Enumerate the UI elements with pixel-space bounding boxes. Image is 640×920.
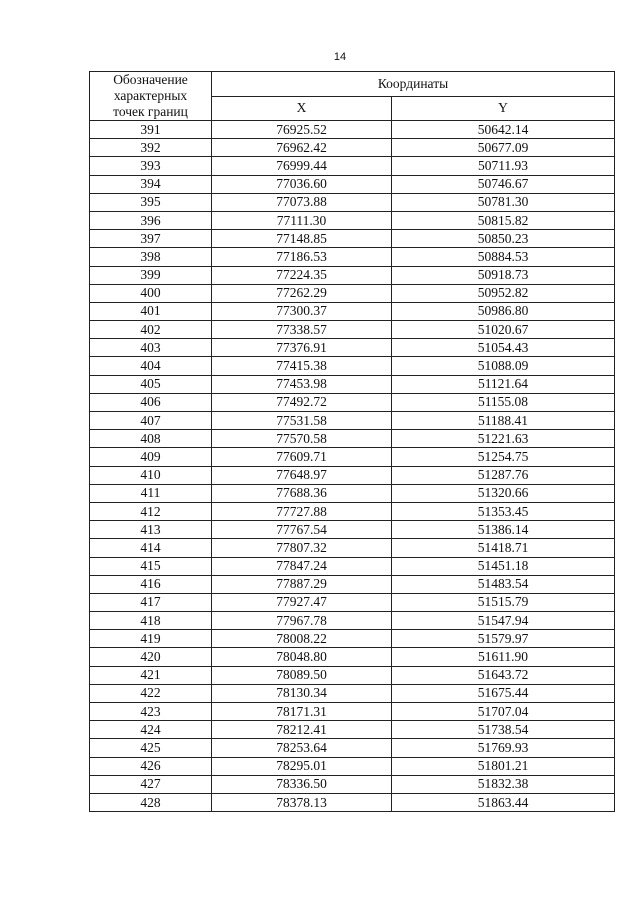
point-number-cell: 426: [90, 757, 212, 775]
x-coordinate-cell: 77453.98: [212, 375, 392, 393]
table-row: [90, 630, 615, 648]
table-row: [90, 193, 615, 211]
y-coordinate-cell: 50884.53: [392, 248, 615, 266]
point-number-cell: 394: [90, 175, 212, 193]
coordinates-header: Координаты: [212, 72, 615, 97]
y-coordinate-cell: 51483.54: [392, 575, 615, 593]
point-number-cell: 424: [90, 721, 212, 739]
point-number-cell: 422: [90, 684, 212, 702]
x-coordinate-cell: 78295.01: [212, 757, 392, 775]
y-coordinate-cell: 51353.45: [392, 502, 615, 520]
point-number-cell: 428: [90, 793, 212, 811]
point-number-cell: 423: [90, 703, 212, 721]
y-coordinate-cell: 51643.72: [392, 666, 615, 684]
x-coordinate-cell: 77847.24: [212, 557, 392, 575]
page-number: 14: [333, 51, 347, 63]
x-coordinate-cell: 77531.58: [212, 412, 392, 430]
table-row: [90, 484, 615, 502]
point-number-cell: 415: [90, 557, 212, 575]
table-row: [90, 775, 615, 793]
point-number-cell: 414: [90, 539, 212, 557]
point-designation-header: [90, 72, 212, 121]
y-coordinate-cell: 51418.71: [392, 539, 615, 557]
point-header-line-2: характерных: [113, 88, 188, 103]
point-number-cell: 403: [90, 339, 212, 357]
point-number-cell: 418: [90, 612, 212, 630]
table-row: [90, 266, 615, 284]
table-row: [90, 666, 615, 684]
point-number-cell: 407: [90, 412, 212, 430]
y-coordinate-cell: 51155.08: [392, 393, 615, 411]
x-coordinate-cell: 77688.36: [212, 484, 392, 502]
point-number-cell: 411: [90, 484, 212, 502]
x-coordinate-cell: 77186.53: [212, 248, 392, 266]
x-coordinate-cell: 78336.50: [212, 775, 392, 793]
point-number-cell: 406: [90, 393, 212, 411]
y-coordinate-cell: 50677.09: [392, 139, 615, 157]
y-coordinate-cell: 51054.43: [392, 339, 615, 357]
table-row: [90, 612, 615, 630]
table-row: [90, 302, 615, 320]
y-coordinate-cell: 51579.97: [392, 630, 615, 648]
table-row: [90, 412, 615, 430]
y-coordinate-cell: 51320.66: [392, 484, 615, 502]
table-row: [90, 521, 615, 539]
x-coordinate-cell: 78171.31: [212, 703, 392, 721]
table-row: [90, 284, 615, 302]
point-number-cell: 398: [90, 248, 212, 266]
x-coordinate-cell: 78378.13: [212, 793, 392, 811]
table-header: [90, 72, 615, 121]
x-column-header: X: [212, 96, 392, 121]
point-number-cell: 425: [90, 739, 212, 757]
table-row: [90, 121, 615, 139]
point-number-cell: 405: [90, 375, 212, 393]
y-coordinate-cell: 50815.82: [392, 211, 615, 229]
y-coordinate-cell: 51738.54: [392, 721, 615, 739]
table-row: [90, 739, 615, 757]
table-row: [90, 430, 615, 448]
y-coordinate-cell: 51515.79: [392, 593, 615, 611]
point-number-cell: 421: [90, 666, 212, 684]
point-number-cell: 408: [90, 430, 212, 448]
table-row: [90, 357, 615, 375]
point-number-cell: 401: [90, 302, 212, 320]
point-number-cell: 410: [90, 466, 212, 484]
point-number-cell: 412: [90, 502, 212, 520]
point-number-cell: 392: [90, 139, 212, 157]
table-row: [90, 593, 615, 611]
x-coordinate-cell: 77492.72: [212, 393, 392, 411]
y-coordinate-cell: 51769.93: [392, 739, 615, 757]
y-coordinate-cell: 51386.14: [392, 521, 615, 539]
table-row: [90, 211, 615, 229]
x-coordinate-cell: 77807.32: [212, 539, 392, 557]
table-body: [90, 121, 615, 812]
table-row: [90, 757, 615, 775]
x-coordinate-cell: 78212.41: [212, 721, 392, 739]
table-row: [90, 575, 615, 593]
y-coordinate-cell: 51832.38: [392, 775, 615, 793]
point-number-cell: 409: [90, 448, 212, 466]
point-number-cell: 419: [90, 630, 212, 648]
y-coordinate-cell: 51863.44: [392, 793, 615, 811]
table-row: [90, 339, 615, 357]
table-row: [90, 393, 615, 411]
point-number-cell: 393: [90, 157, 212, 175]
x-coordinate-cell: 77148.85: [212, 230, 392, 248]
table-row: [90, 157, 615, 175]
y-coordinate-cell: 50711.93: [392, 157, 615, 175]
table-row: [90, 139, 615, 157]
table-row: [90, 248, 615, 266]
x-coordinate-cell: 76999.44: [212, 157, 392, 175]
x-coordinate-cell: 77036.60: [212, 175, 392, 193]
point-number-cell: 417: [90, 593, 212, 611]
y-coordinate-cell: 51088.09: [392, 357, 615, 375]
y-coordinate-cell: 51707.04: [392, 703, 615, 721]
point-number-cell: 400: [90, 284, 212, 302]
y-coordinate-cell: 51020.67: [392, 321, 615, 339]
y-coordinate-cell: 51801.21: [392, 757, 615, 775]
table-row: [90, 721, 615, 739]
point-number-cell: 391: [90, 121, 212, 139]
table-row: [90, 557, 615, 575]
x-coordinate-cell: 77111.30: [212, 211, 392, 229]
y-coordinate-cell: 51611.90: [392, 648, 615, 666]
y-coordinate-cell: 50986.80: [392, 302, 615, 320]
x-coordinate-cell: 78089.50: [212, 666, 392, 684]
y-coordinate-cell: 51221.63: [392, 430, 615, 448]
y-coordinate-cell: 51287.76: [392, 466, 615, 484]
table-row: [90, 703, 615, 721]
y-coordinate-cell: 51121.64: [392, 375, 615, 393]
x-coordinate-cell: 77570.58: [212, 430, 392, 448]
x-coordinate-cell: 78130.34: [212, 684, 392, 702]
y-coordinate-cell: 51547.94: [392, 612, 615, 630]
point-header-line-3: точек границ: [113, 104, 188, 119]
x-coordinate-cell: 77262.29: [212, 284, 392, 302]
point-number-cell: 396: [90, 211, 212, 229]
y-coordinate-cell: 50746.67: [392, 175, 615, 193]
x-coordinate-cell: 78048.80: [212, 648, 392, 666]
y-coordinate-cell: 51675.44: [392, 684, 615, 702]
x-coordinate-cell: 77648.97: [212, 466, 392, 484]
table-row: [90, 466, 615, 484]
x-coordinate-cell: 77727.88: [212, 502, 392, 520]
y-column-header: Y: [392, 96, 615, 121]
y-coordinate-cell: 51254.75: [392, 448, 615, 466]
y-coordinate-cell: 51451.18: [392, 557, 615, 575]
x-coordinate-cell: 77073.88: [212, 193, 392, 211]
table-row: [90, 539, 615, 557]
table-row: [90, 375, 615, 393]
table-row: [90, 321, 615, 339]
table-row: [90, 793, 615, 811]
x-coordinate-cell: 78253.64: [212, 739, 392, 757]
x-coordinate-cell: 78008.22: [212, 630, 392, 648]
point-number-cell: 404: [90, 357, 212, 375]
table-row: [90, 684, 615, 702]
point-number-cell: 399: [90, 266, 212, 284]
point-number-cell: 413: [90, 521, 212, 539]
x-coordinate-cell: 77338.57: [212, 321, 392, 339]
x-coordinate-cell: 77300.37: [212, 302, 392, 320]
x-coordinate-cell: 77967.78: [212, 612, 392, 630]
header-row-top: [90, 72, 615, 97]
x-coordinate-cell: 77376.91: [212, 339, 392, 357]
point-number-cell: 416: [90, 575, 212, 593]
x-coordinate-cell: 77887.29: [212, 575, 392, 593]
x-coordinate-cell: 77415.38: [212, 357, 392, 375]
table-row: [90, 648, 615, 666]
y-coordinate-cell: 51188.41: [392, 412, 615, 430]
point-number-cell: 395: [90, 193, 212, 211]
y-coordinate-cell: 50952.82: [392, 284, 615, 302]
point-number-cell: 397: [90, 230, 212, 248]
x-coordinate-cell: 77927.47: [212, 593, 392, 611]
table-row: [90, 448, 615, 466]
y-coordinate-cell: 50918.73: [392, 266, 615, 284]
x-coordinate-cell: 76962.42: [212, 139, 392, 157]
y-coordinate-cell: 50850.23: [392, 230, 615, 248]
point-number-cell: 420: [90, 648, 212, 666]
point-number-cell: 427: [90, 775, 212, 793]
x-coordinate-cell: 77767.54: [212, 521, 392, 539]
point-number-cell: 402: [90, 321, 212, 339]
y-coordinate-cell: 50642.14: [392, 121, 615, 139]
table-row: [90, 230, 615, 248]
coordinates-table: [89, 71, 615, 812]
table-row: [90, 502, 615, 520]
point-header-line-1: Обозначение: [113, 72, 188, 87]
x-coordinate-cell: 77609.71: [212, 448, 392, 466]
x-coordinate-cell: 77224.35: [212, 266, 392, 284]
table-row: [90, 175, 615, 193]
x-coordinate-cell: 76925.52: [212, 121, 392, 139]
y-coordinate-cell: 50781.30: [392, 193, 615, 211]
